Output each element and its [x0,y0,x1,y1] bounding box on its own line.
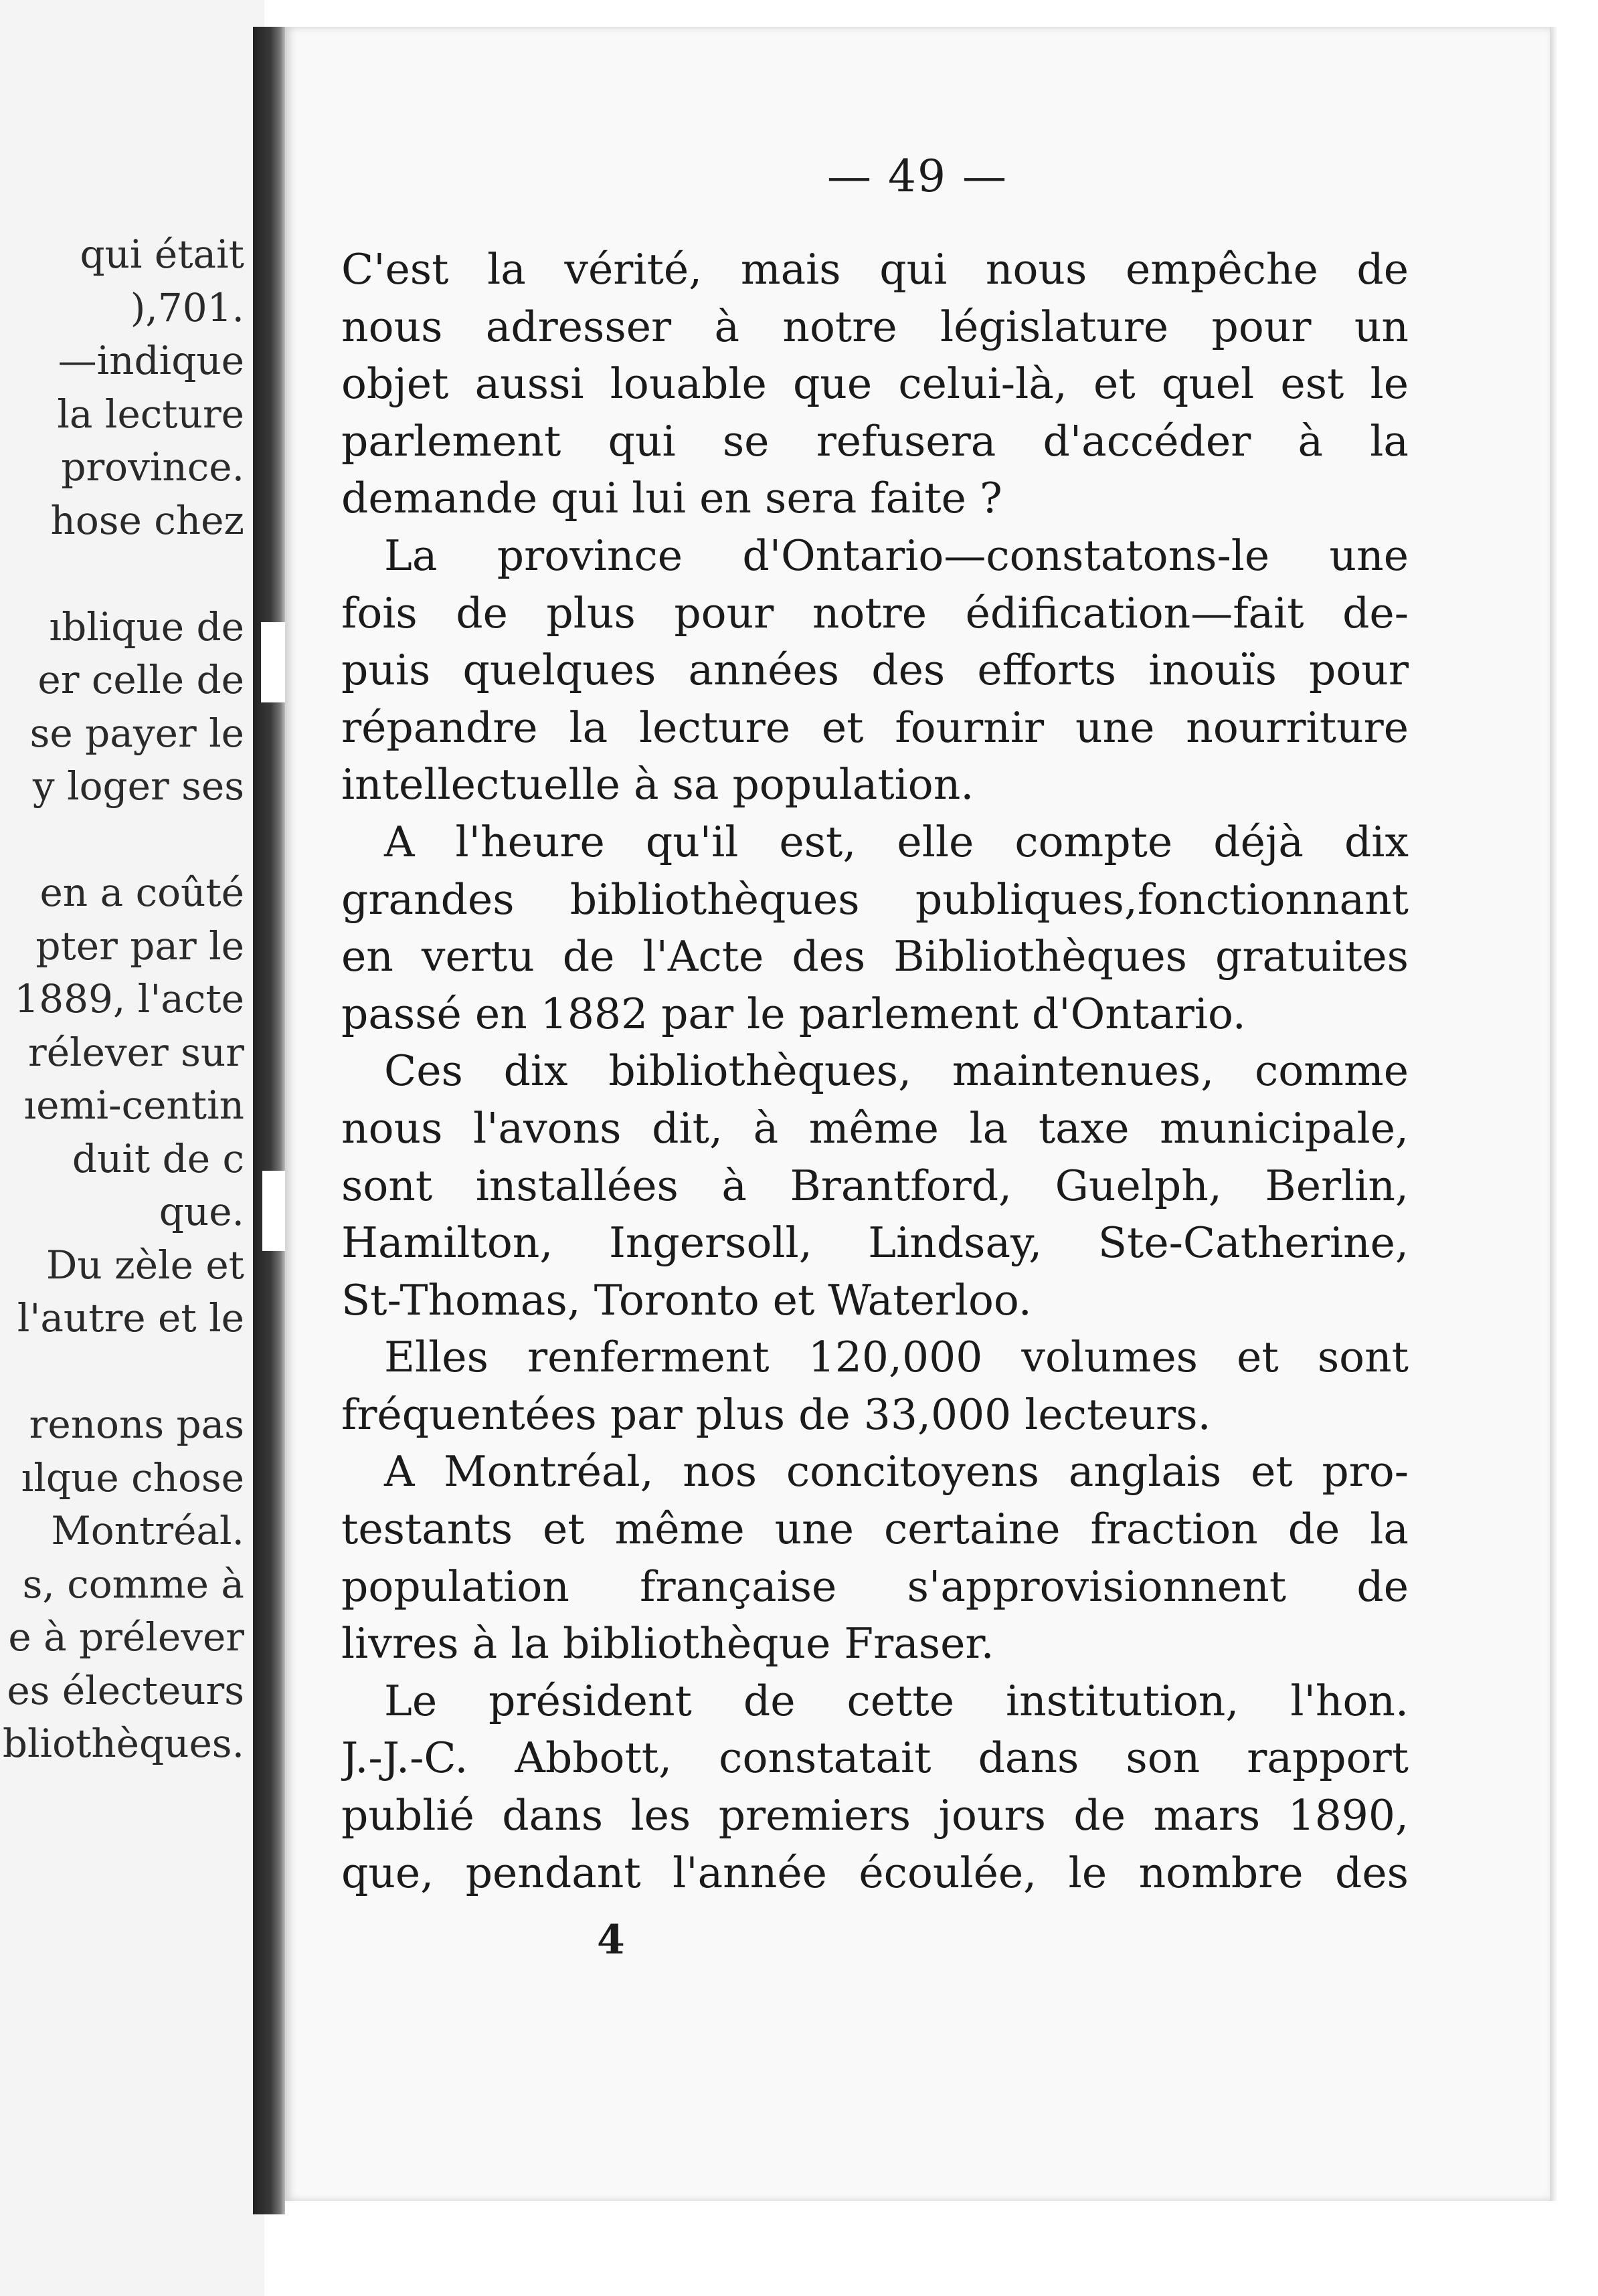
left-page-line: rélever sur [27,1029,244,1075]
left-page-line: es électeurs [7,1667,244,1713]
text-line: demande qui lui en sera faite ? [341,474,1002,523]
left-page-line: province. [61,444,244,490]
text-line: C'est la vérité, mais qui nous empêche de [341,245,1409,294]
right-page [285,27,1550,2201]
text-line: livres à la bibliothèque Fraser. [341,1619,994,1668]
left-facing-page [0,0,264,2296]
left-page-line: renons pas [29,1402,244,1447]
left-page-line: —indique [58,338,244,383]
text-line: sont installées à Brantford, Guelph, Berlin, [341,1161,1409,1210]
page-edge [1550,27,1558,2201]
text-line: passé en 1882 par le parlement d'Ontario. [341,989,1246,1038]
left-page-line: se payer le [29,710,244,756]
text-line: grandes bibliothèques publiques,fonctionnant [341,874,1409,924]
text-line: J.-J.-C. Abbott, constatait dans son rapport [341,1733,1409,1783]
text-line: puis quelques années des efforts inouïs pour [341,646,1409,695]
text-line: La province d'Ontario—constatons-le une [384,531,1409,580]
left-page-line: Montréal. [51,1508,244,1553]
left-page-line: Du zèle et [46,1242,244,1288]
text-line: publié dans les premiers jours de mars 1890, [341,1791,1409,1840]
left-page-line: bliothèques. [2,1721,244,1766]
body-text [341,241,1409,1901]
text-line: que, pendant l'année écoulée, le nombre des [341,1848,1409,1897]
left-page-line: qui était [80,231,244,277]
left-page-line: e à prélever [8,1614,244,1660]
text-line: Ces dix bibliothèques, maintenues, comme [384,1046,1409,1096]
text-line: nous adresser à notre législature pour un [341,302,1409,351]
text-line: nous l'avons dit, à même la taxe municipale, [341,1103,1409,1153]
left-page-line: ılque chose [21,1454,244,1501]
left-page-line: duit de c [72,1135,244,1181]
text-line: objet aussi louable que celui-là, et quel est le [341,359,1409,409]
text-line: intellectuelle à sa population. [341,760,974,809]
book-gutter [253,27,285,2214]
text-line: Hamilton, Ingersoll, Lindsay, Ste-Catherine, [341,1218,1409,1268]
text-line: A l'heure qu'il est, elle compte déjà dix [384,817,1409,866]
left-page-line: ıemi-centin [23,1082,244,1128]
left-page-line: ),701. [130,284,244,330]
text-line: Le président de cette institution, l'hon. [384,1676,1409,1725]
left-page-line: l'autre et le [17,1295,244,1341]
left-page-line: ıblique de [49,603,244,650]
signature-mark: 4 [597,1917,625,1964]
left-page-text [0,0,264,2296]
left-page-line: pter par le [35,923,244,969]
left-page-line: y loger ses [32,763,244,809]
text-line: répandre la lecture et fournir une nourriture [341,702,1409,752]
text-line: St-Thomas, Toronto et Waterloo. [341,1275,1032,1325]
left-page-line: er celle de [37,657,244,702]
page-number-header: — 49 — [827,151,1008,202]
left-page-line: hose chez [50,497,244,543]
left-page-line: s, comme à [22,1561,244,1607]
text-line: fréquentées par plus de 33,000 lecteurs. [341,1390,1211,1439]
left-page-line: que. [159,1189,244,1234]
text-line: fois de plus pour notre édification—fait de- [341,588,1409,638]
left-page-line: la lecture [57,391,244,437]
text-line: A Montréal, nos concitoyens anglais et pro- [384,1447,1409,1497]
text-line: Elles renferment 120,000 volumes et sont [384,1333,1409,1382]
left-page-line: en a coûté [39,870,244,915]
text-line: en vertu de l'Acte des Bibliothèques gratuites [341,932,1409,981]
left-page-line: 1889, l'acte [14,976,244,1022]
text-line: testants et même une certaine fraction de la [341,1505,1409,1554]
text-line: parlement qui se refusera d'accéder à la [341,416,1409,466]
text-line: population française s'approvisionnent de [341,1561,1409,1611]
